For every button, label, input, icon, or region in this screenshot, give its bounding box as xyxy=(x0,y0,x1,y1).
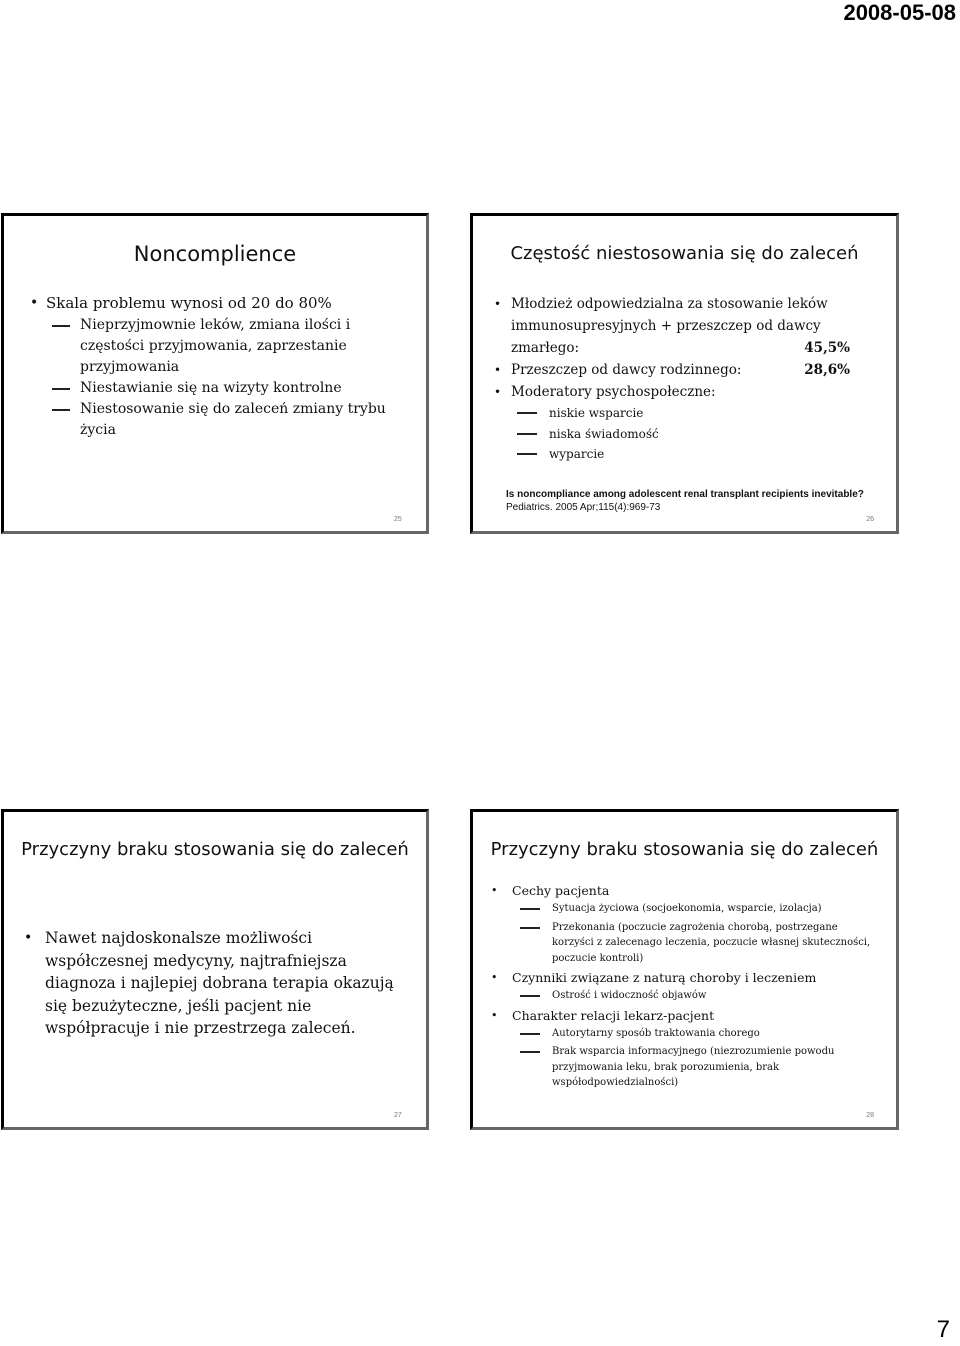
sub-bullet-item: Nieprzyjmownie leków, zmiana ilości i częstości przyjmowania, zaprzestanie przyjmowania xyxy=(46,315,414,378)
slide-28 xyxy=(470,809,899,1130)
percentage-value: 45,5% xyxy=(804,340,850,356)
slide-content xyxy=(24,927,418,1040)
bullet-text: Skala problemu wynosi od 20 do 80% xyxy=(46,294,332,312)
slide-number: 26 xyxy=(866,516,874,523)
bullet-item xyxy=(491,882,882,966)
slide-title: Częstość niestosowania się do zaleceń xyxy=(510,243,859,264)
bullet-item xyxy=(494,381,850,465)
slide-number: 27 xyxy=(394,1112,402,1119)
sub-bullet-item: Autorytarny sposób traktowania chorego xyxy=(512,1026,882,1042)
sub-bullet-item: niskie wsparcie xyxy=(511,403,850,424)
bullet-item: • Nawet najdoskonalsze możliwości współczesnej medycyny, najtrafniejsza diagnoza i najlepiej dobrana terapia okazują się bezużyteczne, jeśli pacjent nie współpracuje i nie przestrzega zaleceń. xyxy=(24,927,418,1040)
citation-title: Is noncompliance among adolescent renal transplant recipients inevitable? xyxy=(506,489,864,500)
page-number: 7 xyxy=(936,1316,950,1343)
slide-title: Noncomplience xyxy=(133,242,297,266)
sub-bullet-item: Niestosowanie się do zaleceń zmiany trybu życia xyxy=(46,399,414,441)
citation xyxy=(506,488,866,514)
percentage-value: 28,6% xyxy=(804,362,850,378)
slide-content xyxy=(494,293,850,465)
bullet-text-continued: zmarłego: xyxy=(511,340,580,356)
bullet-item xyxy=(491,1007,882,1091)
sub-bullet-item: Ostrość i widoczność objawów xyxy=(512,988,882,1004)
bullet-item xyxy=(494,293,850,359)
sub-bullet-item: Brak wsparcia informacyjnego (niezrozumienie powodu przyjmowania leku, brak porozumienia, brak współodpowiedzialności) xyxy=(512,1044,882,1091)
sub-bullet-item: niska świadomość xyxy=(511,424,850,445)
slide-content xyxy=(30,292,414,441)
sub-bullet-item: Niestawianie się na wizyty kontrolne xyxy=(46,378,414,399)
bullet-item xyxy=(491,969,882,1004)
sub-bullet-item: Przekonania (poczucie zagrożenia chorobą, postrzegane korzyści z zalecenago leczenia, poczucie własnej skuteczności, poczucie kontroli) xyxy=(512,920,882,967)
slide-25 xyxy=(1,213,429,534)
bullet-text: • Przeszczep od dawcy rodzinnego: xyxy=(511,362,742,378)
citation-source: Pediatrics. 2005 Apr;115(4):969-73 xyxy=(506,502,661,513)
slide-content xyxy=(491,882,882,1094)
bullet-text: Charakter relacji lekarz-pacjent xyxy=(512,1007,715,1023)
bullet-item xyxy=(30,292,414,441)
bullet-text: Moderatory psychospołeczne: xyxy=(511,384,716,400)
slide-26 xyxy=(470,213,899,534)
slide-title: Przyczyny braku stosowania się do zaleceń xyxy=(21,839,409,860)
sub-bullet-item: wyparcie xyxy=(511,444,850,465)
slide-number: 28 xyxy=(866,1112,874,1119)
sub-bullet-item: Sytuacja życiowa (socjoekonomia, wsparcie, izolacja) xyxy=(512,901,882,917)
slide-title: Przyczyny braku stosowania się do zaleceń xyxy=(490,839,879,860)
bullet-text: • Młodzież odpowiedzialna za stosowanie leków immunosupresyjnych + przeszczep od dawcy xyxy=(511,296,828,334)
bullet-text: Czynniki związane z naturą choroby i leczeniem xyxy=(512,970,817,985)
print-date: 2008-05-08 xyxy=(843,0,956,25)
bullet-item xyxy=(494,359,850,381)
slide-number: 25 xyxy=(394,516,402,523)
slide-27 xyxy=(1,809,429,1130)
bullet-text: Cechy pacjenta xyxy=(512,883,610,898)
